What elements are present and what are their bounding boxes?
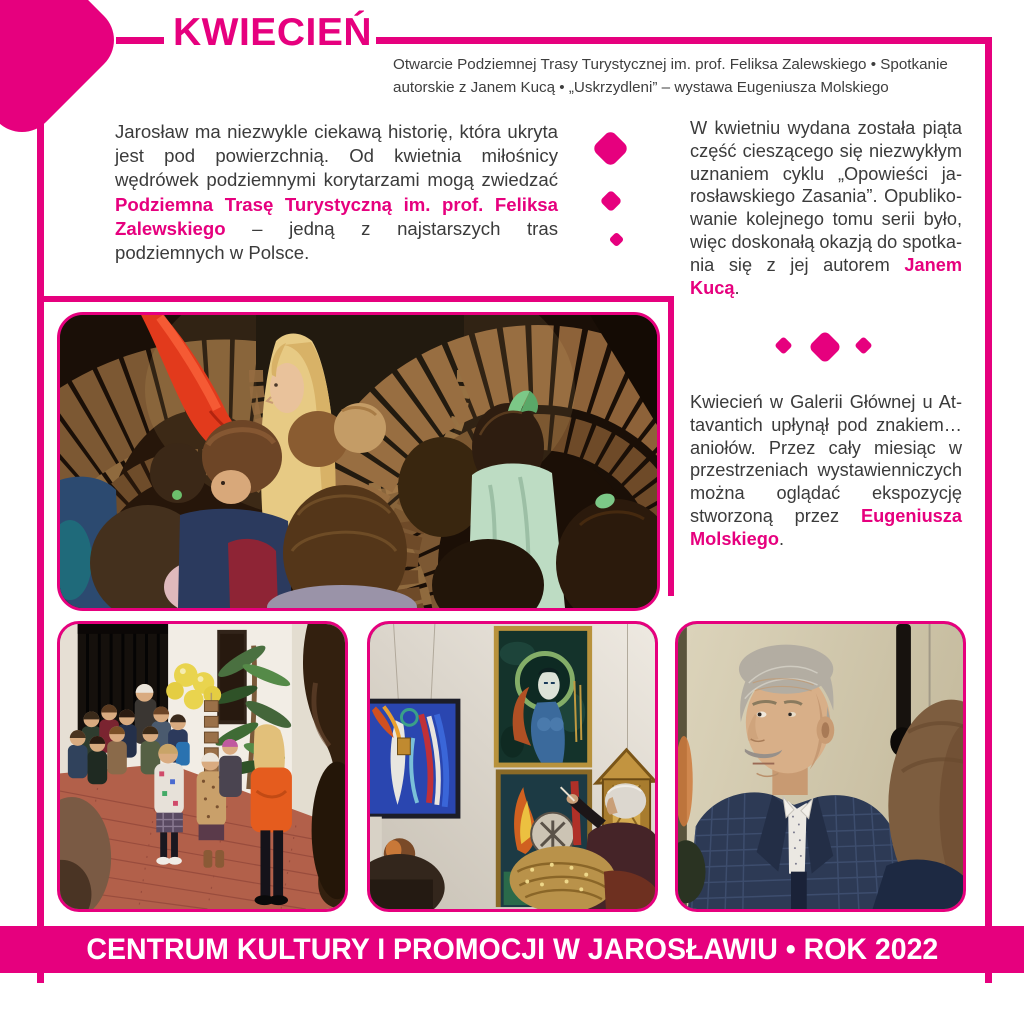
diamond-icon bbox=[854, 336, 872, 354]
diamond-icon bbox=[808, 330, 842, 364]
photo-gallery-exhibition bbox=[367, 621, 658, 912]
header-rule-line bbox=[376, 37, 991, 44]
gallery-exhibition-image bbox=[370, 624, 655, 909]
paragraph-text: Kwiecień w Galerii Głównej u Attavantich upłynął pod znakiem… aniołów. Przez cały miesiąc w przestrzeniach wystawienniczych można oglądać ekspozycję stworzoną przez bbox=[690, 392, 962, 526]
paragraph-text: . bbox=[734, 277, 740, 298]
left-border-line bbox=[37, 116, 44, 983]
diamond-icon bbox=[591, 129, 629, 167]
photo-children-group bbox=[57, 621, 348, 912]
photo-frame-right-line bbox=[668, 296, 674, 596]
diamond-icon bbox=[774, 336, 792, 354]
photo-underground-tour bbox=[57, 312, 660, 611]
footer-banner bbox=[0, 926, 1024, 973]
subtitle-line-2: autorskie z Janem Kucą • „Uskrzydleni” – wystawa Eugeniusza Molskiego bbox=[393, 79, 889, 96]
page-title: KWIECIEŃ bbox=[173, 11, 372, 54]
footer-banner-text: CENTRUM KULTURY I PROMOCJI W JAROSŁAWIU • ROK 2022 bbox=[86, 932, 938, 966]
photo-frame-top-line bbox=[37, 296, 674, 302]
paragraph-text: W kwietniu wydana została piąta część cieszącego się niezwykłym uznaniem cyklu „Opowieści jarosławskiego Zasania”. Opublikowanie kolejnego tomu serii było, więc doskonałą okazją do spotkania się z jej autorem bbox=[690, 118, 962, 275]
highlight-artist-name: Eugeniusza Molskiego bbox=[690, 505, 962, 549]
corner-blob-decoration bbox=[0, 0, 128, 146]
highlight-author-name: Janem Kucą bbox=[690, 254, 962, 298]
diamond-icon bbox=[600, 190, 623, 213]
highlight-underground-route-name: Podziemna Trasę Turystyczną im. prof. Feliksa Zalewskiego bbox=[115, 193, 558, 239]
paragraph-text: Jarosław ma niezwykle ciekawą historię, która ukryta jest pod powierzchnią. Od kwietnia miłośnicy wędrówek podziemnymi korytarzami mogą zwiedzać bbox=[115, 121, 558, 191]
author-portrait-image bbox=[678, 624, 963, 909]
photo-author-portrait bbox=[675, 621, 966, 912]
children-group-image bbox=[60, 624, 345, 909]
paragraph-gallery-exhibition bbox=[690, 391, 962, 551]
paragraph-underground-route bbox=[115, 120, 558, 265]
subtitle-line-1: Otwarcie Podziemnej Trasy Turystycznej im. prof. Feliksa Zalewskiego • Spotkanie bbox=[393, 56, 948, 73]
header-subtitle bbox=[393, 53, 973, 99]
underground-tour-image bbox=[60, 315, 657, 608]
paragraph-book-series bbox=[690, 117, 962, 299]
paragraph-text: . bbox=[778, 528, 784, 549]
right-border-line bbox=[985, 37, 992, 983]
diamond-icon bbox=[609, 232, 625, 248]
paragraph-text: – jedną z najstarszych tras podziemnych w Polsce. bbox=[115, 217, 558, 264]
title-dash-line bbox=[116, 37, 164, 44]
